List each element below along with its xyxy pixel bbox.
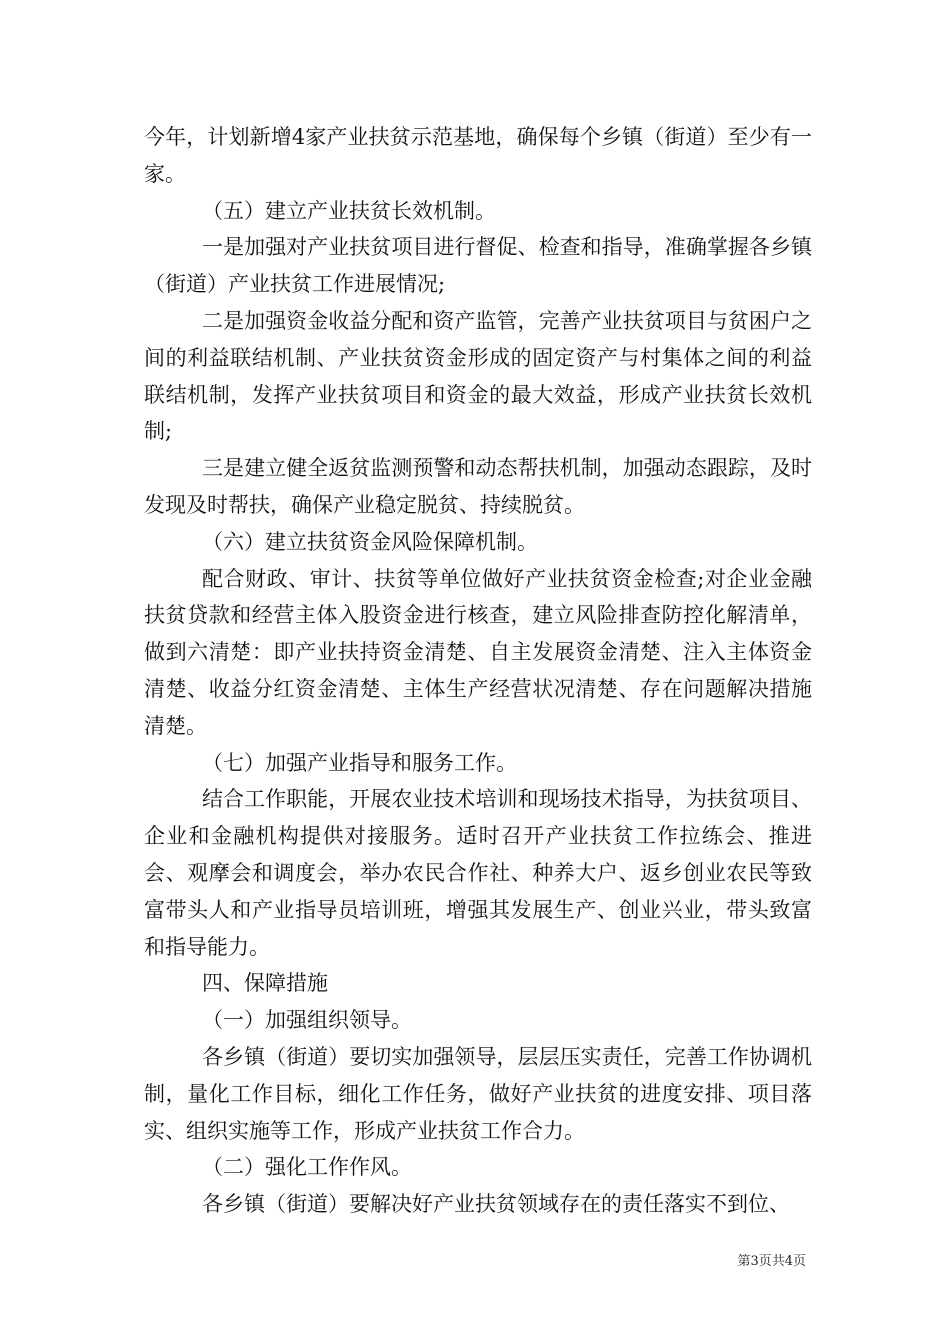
paragraph: 四、保障措施 xyxy=(202,971,328,996)
paragraph: 各乡镇（街道）要解决好产业扶贫领域存在的责任落实不到位、 xyxy=(202,1192,790,1217)
paragraph: 今年，计划新增4家产业扶贫示范基地，确保每个乡镇（街道）至少有一家。 xyxy=(144,125,812,186)
paragraph: 结合工作职能，开展农业技术培训和现场技术指导，为扶贫项目、企业和金融机构提供对接服务。适时召开产业扶贫工作拉练会、推进会、观摩会和调度会，举办农民合作社、种养大户、返乡创业农民等致富带头人和产业指导员培训班，增强其发展生产、创业兴业，带头致富和指导能力。 xyxy=(144,787,812,959)
document-body xyxy=(144,119,812,1223)
paragraph: 各乡镇（街道）要切实加强领导，层层压实责任，完善工作协调机制，量化工作目标，细化工作任务，做好产业扶贫的进度安排、项目落实、组织实施等工作，形成产业扶贫工作合力。 xyxy=(144,1044,812,1143)
page-number-footer: 第3页共4页 xyxy=(737,1254,806,1269)
paragraph: 二是加强资金收益分配和资产监管，完善产业扶贫项目与贫困户之间的利益联结机制、产业扶贫资金形成的固定资产与村集体之间的利益联结机制，发挥产业扶贫项目和资金的最大效益，形成产业扶贫长效机制; xyxy=(144,308,812,444)
paragraph: （一）加强组织领导。 xyxy=(202,1008,412,1033)
paragraph: （六）建立扶贫资金风险保障机制。 xyxy=(202,529,538,554)
paragraph: （二）强化工作作风。 xyxy=(202,1155,412,1180)
paragraph: 一是加强对产业扶贫项目进行督促、检查和指导，准确掌握各乡镇（街道）产业扶贫工作进展情况; xyxy=(144,235,812,297)
paragraph: （五）建立产业扶贫长效机制。 xyxy=(202,198,496,223)
paragraph: 配合财政、审计、扶贫等单位做好产业扶贫资金检查;对企业金融扶贫贷款和经营主体入股资金进行核查，建立风险排查防控化解清单，做到六清楚：即产业扶持资金清楚、自主发展资金清楚、注入主体资金清楚、收益分红资金清楚、主体生产经营状况清楚、存在问题解决措施清楚。 xyxy=(144,566,812,738)
paragraph: （七）加强产业指导和服务工作。 xyxy=(202,750,517,775)
paragraph: 三是建立健全返贫监测预警和动态帮扶机制，加强动态跟踪，及时发现及时帮扶，确保产业稳定脱贫、持续脱贫。 xyxy=(144,456,812,517)
